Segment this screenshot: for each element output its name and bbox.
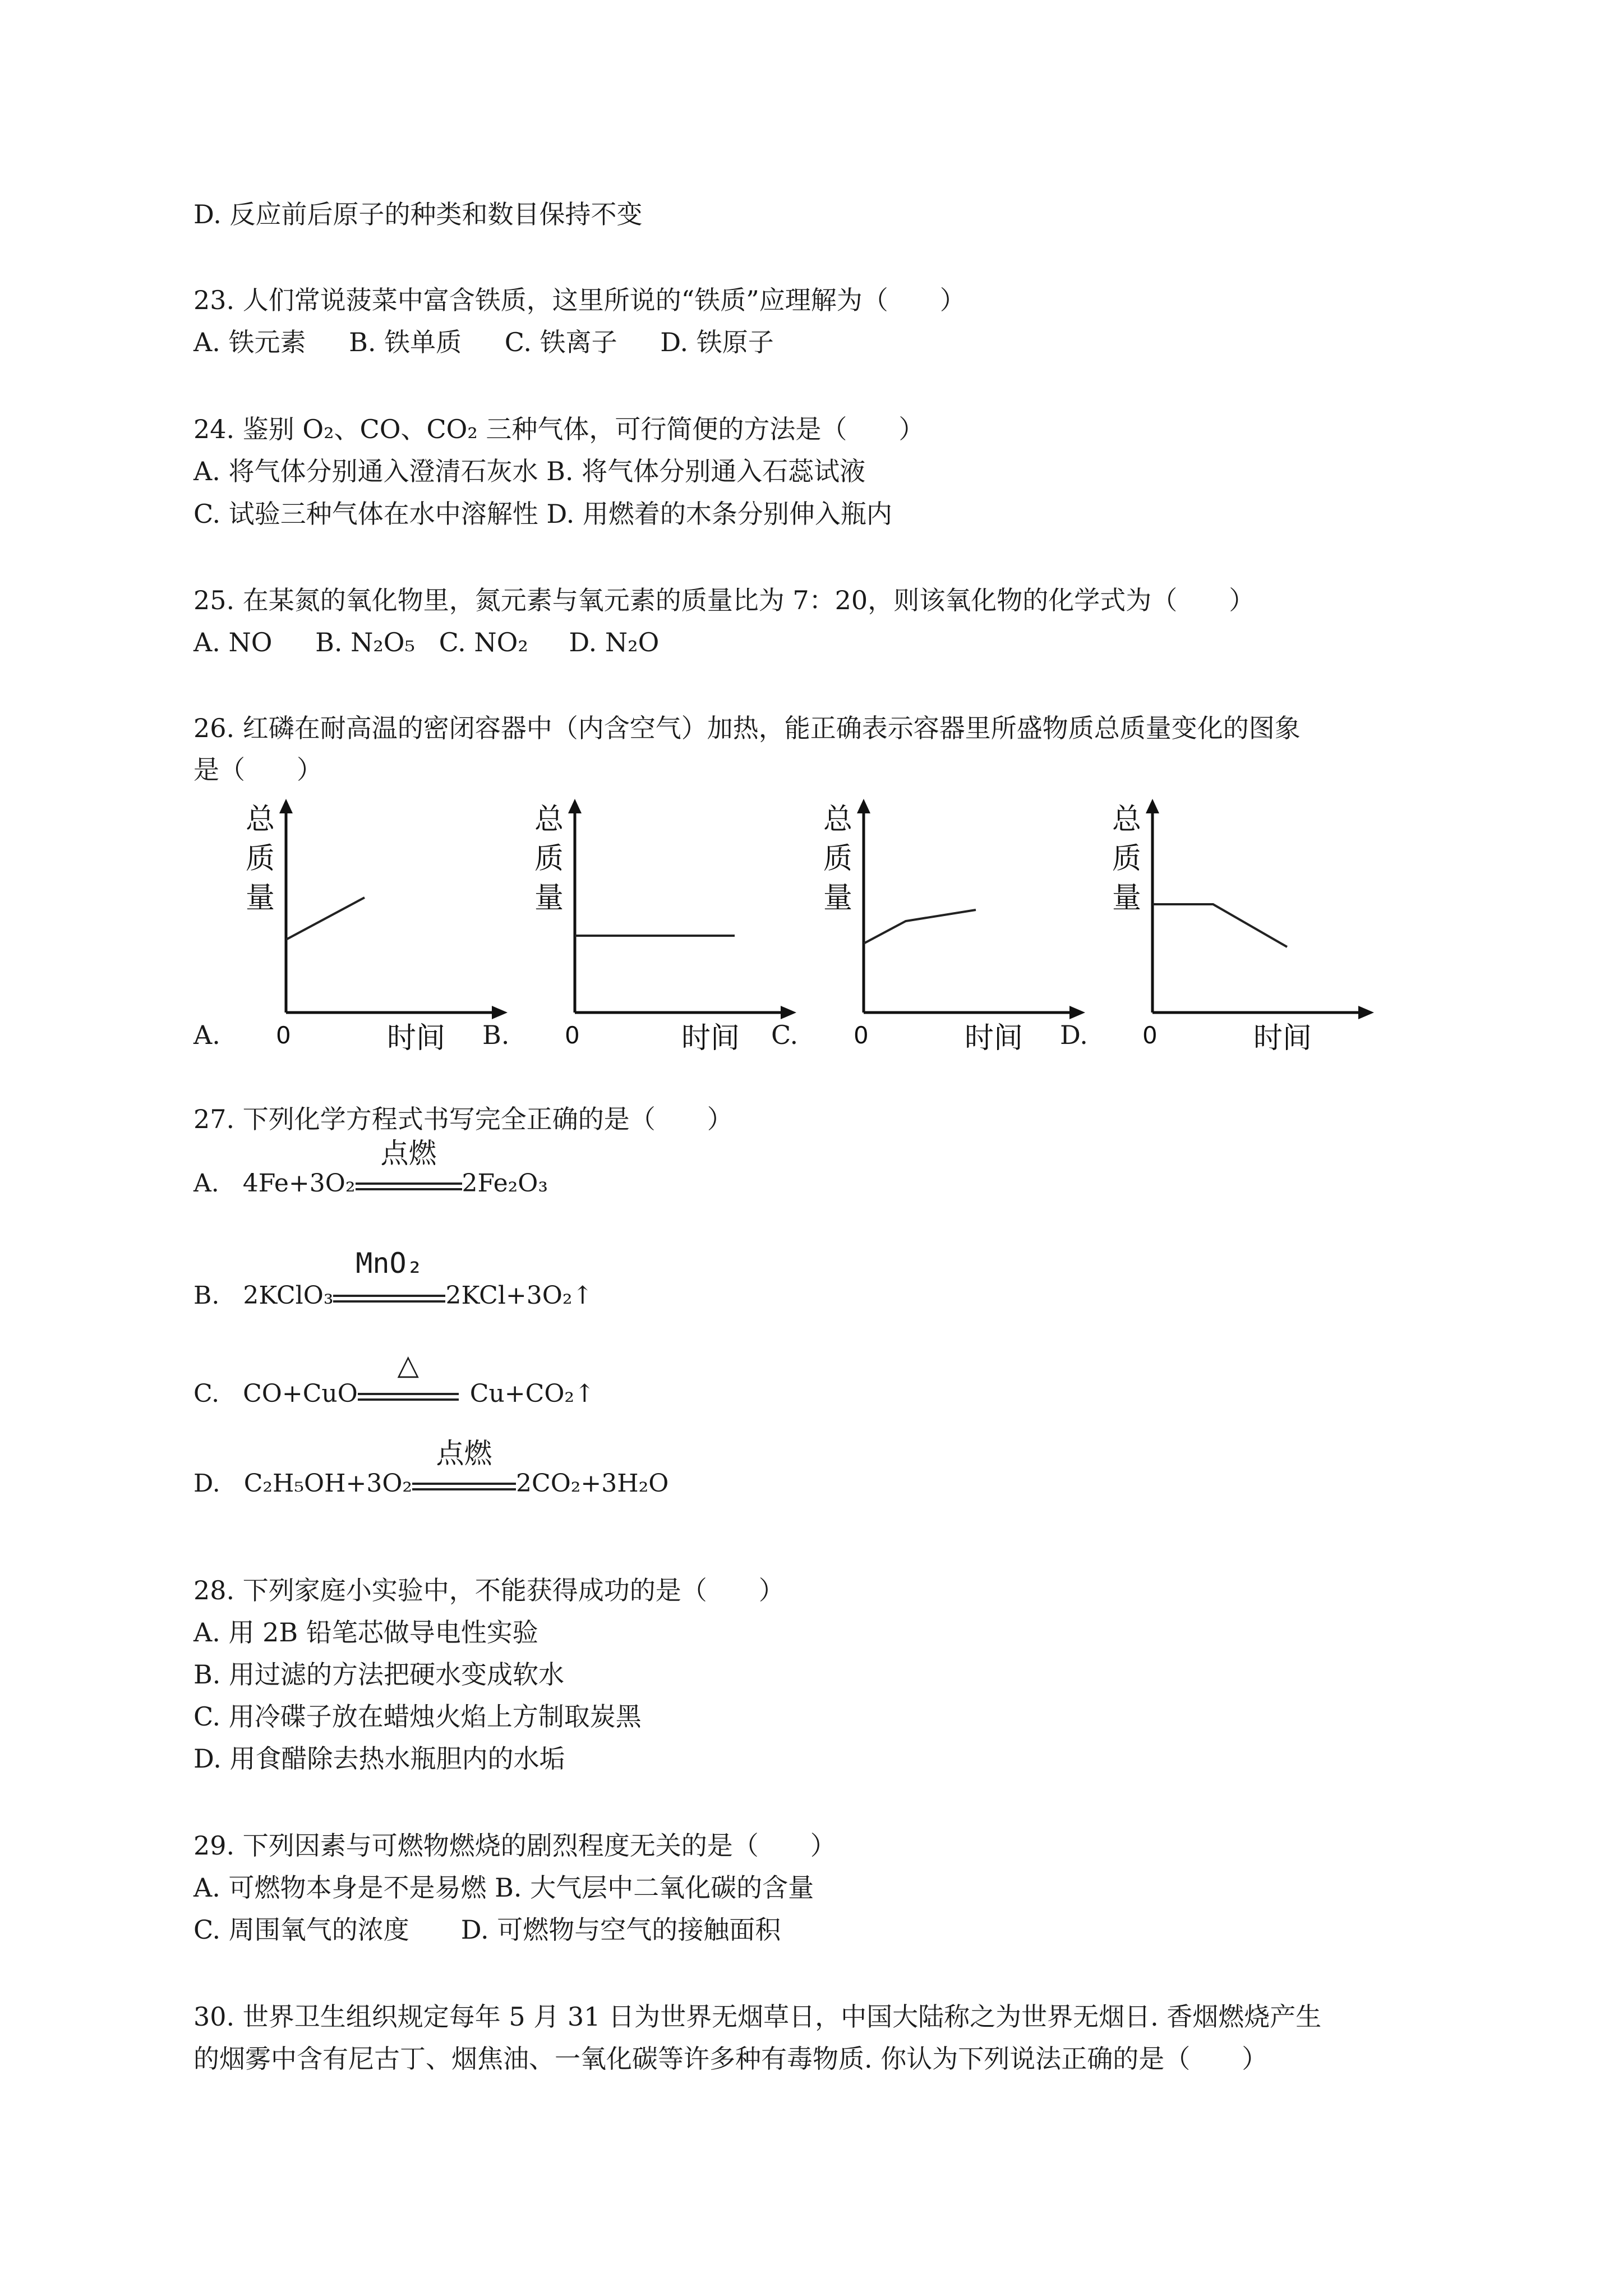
q24-options-ab: A. 将气体分别通入澄清石灰水 B. 将气体分别通入石蕊试液: [193, 456, 866, 486]
q28-option-b: B. 用过滤的方法把硬水变成软水: [193, 1659, 565, 1690]
equation-products: Cu+CO₂↑: [469, 1379, 595, 1408]
q26-stem-line1: 26. 红磷在耐高温的密闭容器中（内含空气）加热，能正确表示容器里所盛物质总质量变化的图象: [193, 713, 1301, 743]
q26-stem-line2: 是（ ）: [193, 754, 322, 785]
equation-reactants: CO+CuO: [243, 1379, 358, 1408]
equation-reactants: 4Fe+3O₂: [242, 1169, 356, 1198]
origin-label: 0: [1142, 1022, 1158, 1049]
origin-label: 0: [565, 1022, 580, 1049]
graph-d-letter: D.: [1060, 1020, 1088, 1050]
x-axis-label: 时间: [965, 1022, 1023, 1055]
y-axis-label-char: 量: [246, 881, 275, 915]
reaction-condition: MnO₂: [356, 1247, 423, 1280]
reaction-sign: [358, 1349, 459, 1411]
origin-label: 0: [276, 1022, 291, 1049]
reaction-sign: [333, 1247, 445, 1313]
graph-b: [519, 797, 810, 1060]
q27-option-c: [193, 1349, 595, 1411]
y-axis-label-char: 质: [534, 842, 564, 876]
x-axis-label: 时间: [681, 1022, 740, 1055]
q25-stem: 25. 在某氮的氧化物里，氮元素与氧元素的质量比为 7：20，则该氧化物的化学式为（ ）: [193, 585, 1255, 615]
graph-a-letter: A.: [193, 1020, 220, 1050]
option-label: D.: [193, 1469, 220, 1498]
q30-stem-line1: 30. 世界卫生组织规定每年 5 月 31 日为世界无烟草日，中国大陆称之为世界无烟日. 香烟燃烧产生: [193, 2001, 1322, 2032]
q24-stem: 24. 鉴别 O₂、CO、CO₂ 三种气体，可行简便的方法是（ ）: [193, 414, 925, 444]
y-axis-label-char: 量: [1112, 881, 1142, 915]
graph-c-letter: C.: [771, 1020, 799, 1050]
q27-option-a: [193, 1137, 548, 1200]
x-axis-label: 时间: [387, 1022, 446, 1055]
q30-stem-line2: 的烟雾中含有尼古丁、烟焦油、一氧化碳等许多种有毒物质. 你认为下列说法正确的是（ ）: [193, 2044, 1268, 2074]
q23-stem: 23. 人们常说菠菜中富含铁质，这里所说的“铁质”应理解为（ ）: [193, 285, 966, 315]
q28-option-a: A. 用 2B 铅笔芯做导电性实验: [193, 1617, 538, 1648]
reaction-condition: △: [397, 1349, 419, 1381]
y-axis-label-char: 总: [246, 803, 275, 836]
q25-options: [193, 625, 659, 659]
option-label: B.: [193, 1281, 220, 1310]
x-axis-label: 时间: [1253, 1022, 1312, 1055]
q28-stem: 28. 下列家庭小实验中，不能获得成功的是（ ）: [193, 1575, 785, 1605]
q24-options-cd: C. 试验三种气体在水中溶解性 D. 用燃着的木条分别伸入瓶内: [193, 499, 892, 529]
reaction-sign: [412, 1437, 516, 1501]
q29-stem: 29. 下列因素与可燃物燃烧的剧烈程度无关的是（ ）: [193, 1830, 836, 1861]
reaction-sign: [356, 1137, 462, 1200]
q29-options-ab: A. 可燃物本身是不是易燃 B. 大气层中二氧化碳的含量: [193, 1872, 814, 1903]
y-axis-label-char: 质: [246, 842, 275, 876]
option-label: C.: [193, 1379, 220, 1408]
q25-option-b: B. N₂O₅: [315, 627, 415, 657]
q27-option-d: [193, 1437, 669, 1501]
q25-option-d: D. N₂O: [569, 627, 660, 657]
equation-reactants: C₂H₅OH+3O₂: [243, 1469, 413, 1498]
y-axis-label-char: 总: [1112, 803, 1142, 836]
q28-option-d: D. 用食醋除去热水瓶胆内的水垢: [193, 1743, 565, 1774]
q23-option-a: A. 铁元素: [193, 327, 306, 357]
graph-b-letter: B.: [482, 1020, 510, 1050]
y-axis-label-char: 总: [823, 803, 853, 836]
y-axis-label-char: 质: [1112, 842, 1142, 876]
equation-reactants: 2KClO₃: [243, 1281, 334, 1310]
q25-option-c: C. NO₂: [439, 627, 528, 657]
y-axis-label-char: 量: [823, 881, 853, 915]
origin-label: 0: [854, 1022, 869, 1049]
q25-option-a: A. NO: [193, 627, 273, 657]
q23-options: [193, 325, 774, 359]
option-label: A.: [193, 1169, 219, 1198]
q23-option-c: C. 铁离子: [504, 327, 617, 357]
equation-products: 2KCl+3O₂↑: [445, 1281, 593, 1310]
y-axis-label-char: 量: [534, 881, 564, 915]
equation-products: 2Fe₂O₃: [462, 1169, 548, 1198]
q27-stem: 27. 下列化学方程式书写完全正确的是（ ）: [193, 1104, 733, 1134]
y-axis-label-char: 质: [823, 842, 853, 876]
q22-option-d: D. 反应前后原子的种类和数目保持不变: [193, 199, 643, 229]
graph-a: [230, 797, 522, 1060]
q27-option-b: [193, 1247, 593, 1313]
y-axis-label-char: 总: [534, 803, 564, 836]
reaction-condition: 点燃: [436, 1437, 492, 1470]
graph-c: [808, 797, 1099, 1060]
reaction-condition: 点燃: [380, 1137, 437, 1170]
q23-option-d: D. 铁原子: [660, 327, 774, 357]
graph-d: [1096, 797, 1388, 1060]
q29-options-cd: C. 周围氧气的浓度 D. 可燃物与空气的接触面积: [193, 1915, 781, 1945]
equation-products: 2CO₂+3H₂O: [516, 1469, 669, 1498]
q28-option-c: C. 用冷碟子放在蜡烛火焰上方制取炭黑: [193, 1701, 642, 1732]
q23-option-b: B. 铁单质: [349, 327, 462, 357]
